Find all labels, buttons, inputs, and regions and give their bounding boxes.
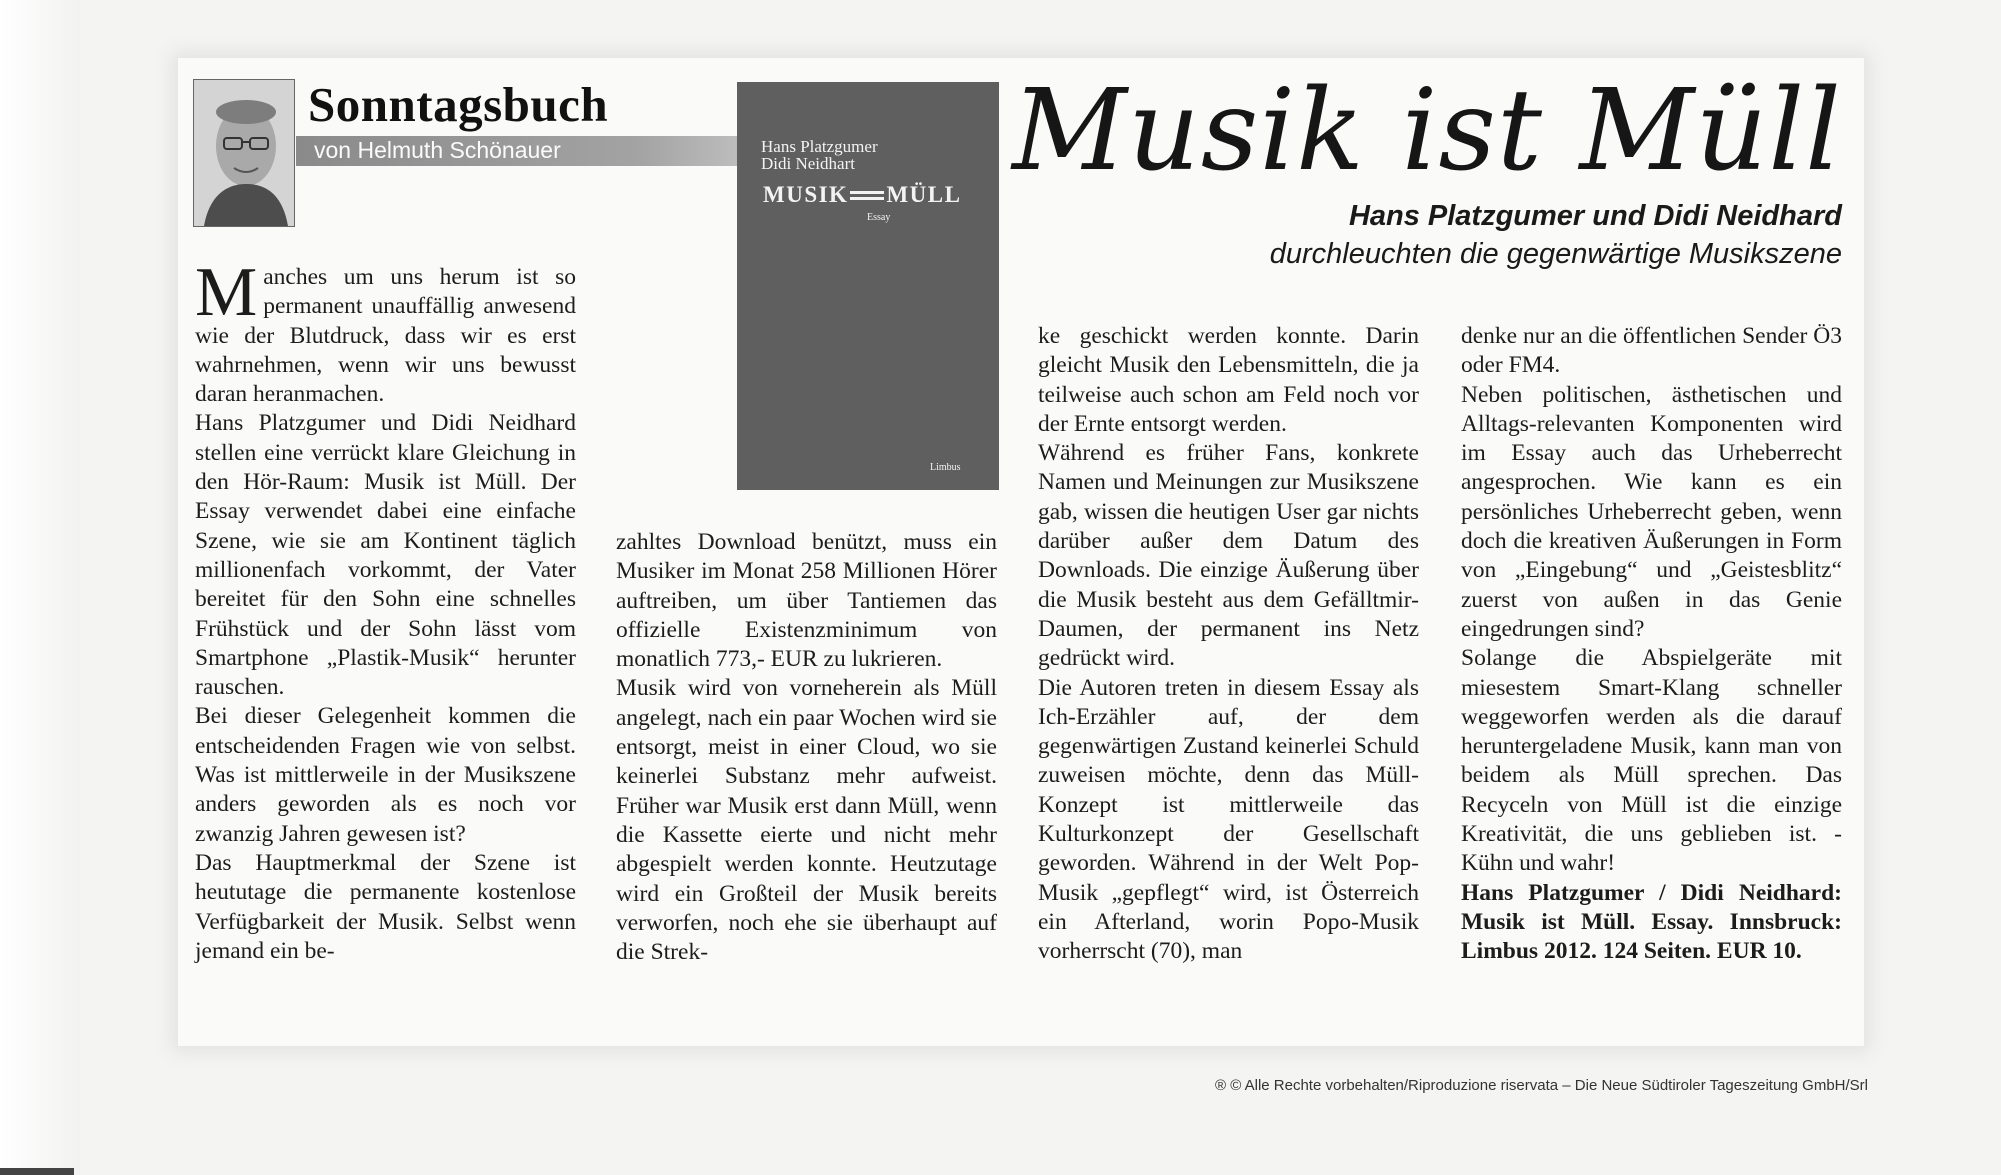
paragraph: Bei dieser Gelegenheit kommen die entscheidenden Fragen wie von selbst. Was ist mittlerweile in der Musikszene anders geworden als es noch vor zwanzig Jahren gewesen ist?	[195, 703, 576, 847]
paragraph: ke geschickt werden konnte. Darin gleicht Musik den Lebensmitteln, die ja teilweise auch schon am Feld noch vor der Ernte entsorgt werden.	[1038, 323, 1419, 437]
text-column-4	[1461, 322, 1842, 967]
paragraph: Hans Platzgumer und Didi Neidhard stellen eine verrückt klare Gleichung in den Hör-Raum: Musik ist Müll. Der Essay verwendet dabei eine einfache Szene, wie sie am Kontinent täglich millionenfach vorkommt, der Vater bereitet für den Sohn eine schnelles Frühstück und der Sohn lässt vom Smartphone „Plastik-Musik“ herunter rauschen.	[195, 410, 576, 701]
book-cover-image	[737, 82, 999, 490]
paragraph: denke nur an die öffentlichen Sender Ö3 oder FM4.	[1461, 323, 1842, 379]
column-byline: von Helmuth Schönauer	[314, 137, 561, 163]
text-column-1	[195, 254, 576, 966]
book-cover-title-left: MUSIK	[763, 182, 849, 207]
article-headline: Musik ist Müll	[1012, 66, 1842, 196]
author-portrait-photo	[193, 79, 295, 227]
paragraph: zahltes Download benützt, muss ein Musiker im Monat 258 Millionen Hörer auftreiben, um über Tantiemen das offizielle Existenzminimum von monatlich 773,- EUR zu lukrieren.	[616, 529, 997, 673]
book-cover-title-right: MÜLL	[886, 182, 962, 207]
text-column-2	[616, 528, 997, 967]
drop-cap: M	[195, 254, 258, 331]
article-subhead-authors: Hans Platzgumer und Didi Neidhard	[1348, 200, 1842, 232]
paragraph: Musik wird von vorneherein als Müll angelegt, nach ein paar Wochen wird sie entsorgt, meist in einer Cloud, wo sie keinerlei Substanz mehr aufweist. Früher war Musik erst dann Müll, wenn die Kassette eierte und nicht mehr abgespielt werden konnte. Heutzutage wird ein Großteil der Musik bereits verworfen, noch ehe sie überhaupt auf die Strek-	[616, 675, 997, 966]
article-subhead: durchleuchten die gegenwärtige Musikszene	[1269, 238, 1842, 270]
paragraph: Die Autoren treten in diesem Essay als Ich-Erzähler auf, der dem gegenwärtigen Zustand keinerlei Schuld zuweisen möchte, denn das Müll-Konzept ist mittlerweile das Kulturkonzept der Gesellschaft geworden. Während in der Welt Pop-Musik „gepflegt“ wird, ist Österreich ein Afterland, worin Popo-Musik vorherrscht (70), man	[1038, 674, 1419, 965]
book-cover-authors	[761, 138, 878, 172]
book-cover-genre: Essay	[867, 212, 891, 223]
column-title: Sonntagsbuch	[308, 77, 609, 132]
scan-margin	[0, 0, 80, 1175]
book-cover-author-1: Hans Platzgumer	[761, 137, 878, 156]
paragraph: Solange die Abspielgeräte mit miesestem Smart-Klang schneller weggeworfen werden als die darauf heruntergeladene Musik, kann man von beidem als Müll sprechen. Das Recyceln von Müll ist die einzige Kreativität, die uns geblieben ist. - Kühn und wahr!	[1461, 645, 1842, 877]
book-cover-title	[763, 182, 961, 208]
book-cover-author-2: Didi Neidhart	[761, 154, 855, 173]
paragraph	[195, 254, 576, 409]
copyright-notice: ® © Alle Rechte vorbehalten/Riproduzione riservata – Die Neue Südtiroler Tageszeitung GmbH/Srl	[1215, 1077, 1868, 1094]
paragraph: Während es früher Fans, konkrete Namen und Meinungen zur Musikszene gab, wissen die heutigen User gar nichts darüber außer dem Datum des Downloads. Die einzige Äußerung über die Musik besteht aus dem Gefälltmir-Daumen, der permanent ins Netz gedrückt wird.	[1038, 440, 1419, 672]
text-column-3	[1038, 322, 1419, 967]
paragraph: Das Hauptmerkmal der Szene ist heututage die permanente kostenlose Verfügbarkeit der Musik. Selbst wenn jemand ein be-	[195, 849, 576, 964]
equals-sign-icon	[850, 188, 884, 203]
book-source-reference: Hans Platzgumer / Didi Neidhard: Musik ist Müll. Essay. Innsbruck: Limbus 2012. 124 Seiten. EUR 10.	[1461, 879, 1842, 965]
paragraph-text: anches um uns herum ist so permanent unauffällig anwesend wie der Blutdruck, dass wir es erst wahrnehmen, wenn wir uns bewusst daran heranmachen.	[195, 264, 576, 408]
paragraph: Neben politischen, ästhetischen und Alltags-relevanten Komponenten wird im Essay auch das Urheberrecht angesprochen. Wie kann es ein persönliches Urheberrecht geben, wenn doch die kreativen Äußerungen in Form von „Eingebung“ und „Geistesblitz“ zuerst von außen in das Genie eingedrungen sind?	[1461, 381, 1842, 642]
newspaper-clipping	[178, 58, 1864, 1046]
scan-corner-mark	[0, 1168, 74, 1175]
book-cover-publisher: Limbus	[930, 462, 961, 473]
